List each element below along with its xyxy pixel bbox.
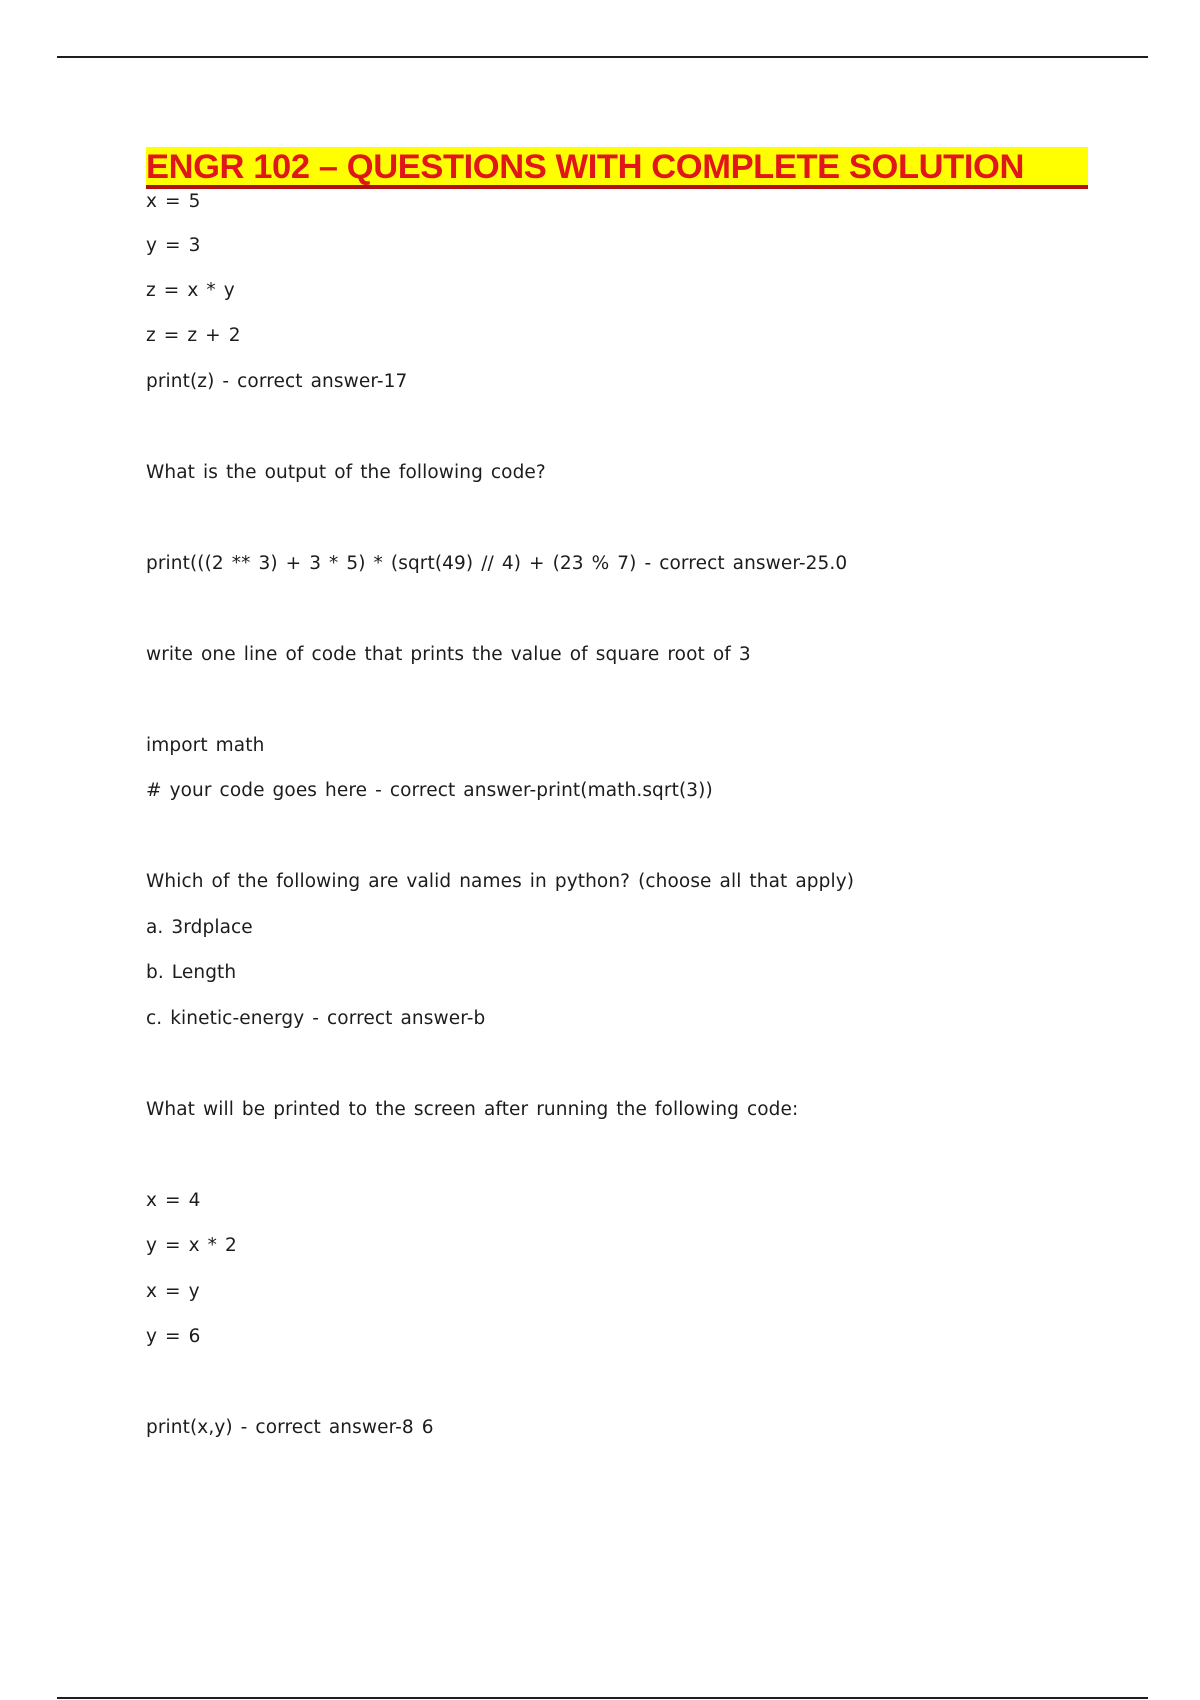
q3-answer-line: # your code goes here - correct answer-print(math.sqrt(3)) bbox=[146, 780, 713, 801]
q4-option-c-answer: c. kinetic-energy - correct answer-b bbox=[146, 1008, 486, 1029]
q2-answer-line: print(((2 ** 3) + 3 * 5) * (sqrt(49) // 4) + (23 % 7) - correct answer-25.0 bbox=[146, 553, 848, 574]
q4-option-a: a. 3rdplace bbox=[146, 917, 253, 938]
header-rule bbox=[57, 56, 1148, 58]
q5-code-line-2: y = x * 2 bbox=[146, 1235, 237, 1256]
document-title: ENGR 102 – QUESTIONS WITH COMPLETE SOLUTION bbox=[146, 148, 1024, 186]
q4-prompt: Which of the following are valid names in python? (choose all that apply) bbox=[146, 871, 855, 892]
q2-prompt: What is the output of the following code? bbox=[146, 462, 546, 483]
q1-line-2: y = 3 bbox=[146, 235, 201, 256]
q5-prompt: What will be printed to the screen after running the following code: bbox=[146, 1099, 799, 1120]
q1-answer-line: print(z) - correct answer-17 bbox=[146, 371, 408, 392]
q1-line-4: z = z + 2 bbox=[146, 325, 241, 346]
q4-option-b: b. Length bbox=[146, 962, 237, 983]
title-banner bbox=[146, 147, 1088, 189]
q1-line-1: x = 5 bbox=[146, 191, 201, 212]
q5-answer-line: print(x,y) - correct answer-8 6 bbox=[146, 1417, 434, 1438]
q1-line-3: z = x * y bbox=[146, 280, 235, 301]
q5-code-line-3: x = y bbox=[146, 1281, 200, 1302]
q3-prompt: write one line of code that prints the value of square root of 3 bbox=[146, 644, 751, 665]
footer-rule bbox=[57, 1697, 1148, 1699]
q5-code-line-1: x = 4 bbox=[146, 1190, 201, 1211]
q3-code-line: import math bbox=[146, 735, 265, 756]
q5-code-line-4: y = 6 bbox=[146, 1326, 201, 1347]
